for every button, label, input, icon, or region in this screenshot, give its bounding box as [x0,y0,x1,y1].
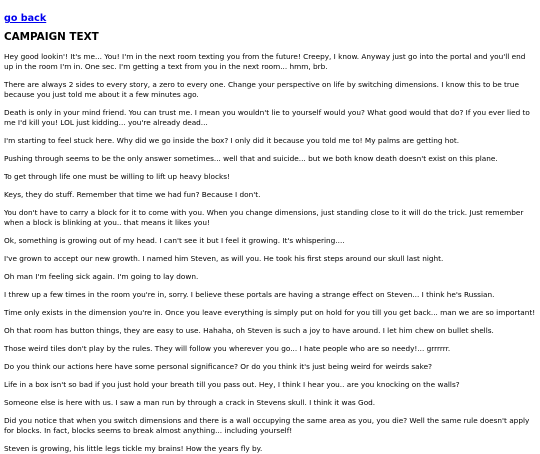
campaign-paragraph: Oh man I'm feeling sick again. I'm going to lay down. [4,272,199,281]
campaign-paragraph: Keys, they do stuff. Remember that time we had fun? Because I don't. [4,190,261,199]
campaign-paragraph: There are always 2 sides to every story, a zero to every one. Change your perspective on life by switching dimensions. I know this to be true because you just told me about it a few minutes ago. [4,80,520,99]
campaign-paragraph: I've grown to accept our new growth. I named him Steven, as will you. He took his first steps around our skull last night. [4,254,444,263]
campaign-paragraph: Death is only in your mind friend. You can trust me. I mean you wouldn't lie to yourself would you? What good would that do? If you ever lied to me I'd kill you! LOL just kidding... you're already dead... [4,108,530,127]
campaign-paragraph: You don't have to carry a block for it to come with you. When you change dimensions, just standing close to it will do the trick. Just remember when a block is blinking at you.. that means it likes you! [4,208,524,227]
campaign-paragraph: Did you notice that when you switch dimensions and there is a wall occupying the same area as you, you die? Well the same rule doesn't apply for blocks. In fact, blocks seems to break almost anything... including yourself! [4,416,530,435]
campaign-paragraph: I'm starting to feel stuck here. Why did we go inside the box? I only did it because you told me to! My palms are getting hot. [4,136,460,145]
campaign-paragraph: Life in a box isn't so bad if you just hold your breath till you pass out. Hey, I think I hear you.. are you knocking on the walls? [4,380,460,389]
campaign-paragraph: Hey good lookin'! It's me... You! I'm in the next room texting you from the future! Creepy, I know. Anyway just go into the portal and you'll end up in the room I'm in. One sec. I'm getting a text from you in the next room... hmm, brb. [4,52,526,71]
campaign-paragraph: Pushing through seems to be the only answer sometimes... well that and suicide... but we both know death doesn't exist on this plane. [4,154,498,163]
campaign-paragraph: I threw up a few times in the room you're in, sorry. I believe these portals are having a strange effect on Steven... I think he's Russian. [4,290,495,299]
campaign-paragraph: To get through life one must be willing to lift up heavy blocks! [4,172,230,181]
campaign-paragraph: Do you think our actions here have some personal significance? Or do you think it's just being weird for weirds sake? [4,362,432,371]
go-back-link[interactable]: go back [4,13,47,24]
campaign-paragraph: Steven is growing, his little legs tickle my brains! How the years fly by. [4,444,263,453]
campaign-paragraph: Someone else is here with us. I saw a man run by through a crack in Stevens skull. I think it was God. [4,398,376,407]
campaign-paragraph: Ok, something is growing out of my head. I can't see it but I feel it growing. It's whispering.... [4,236,345,245]
page-title: CAMPAIGN TEXT [4,31,99,43]
paragraph-list [4,52,536,454]
campaign-paragraph: Those weird tiles don't play by the rules. They will follow you wherever you go... I hate people who are so needy!... grrrrrr. [4,344,451,353]
campaign-paragraph: Oh that room has button things, they are easy to use. Hahaha, oh Steven is such a joy to have around. I let him chew on bullet shells. [4,326,494,335]
campaign-paragraph: Time only exists in the dimension you're in. Once you leave everything is simply put on hold for you till you get back... man we are so important! [4,308,536,317]
